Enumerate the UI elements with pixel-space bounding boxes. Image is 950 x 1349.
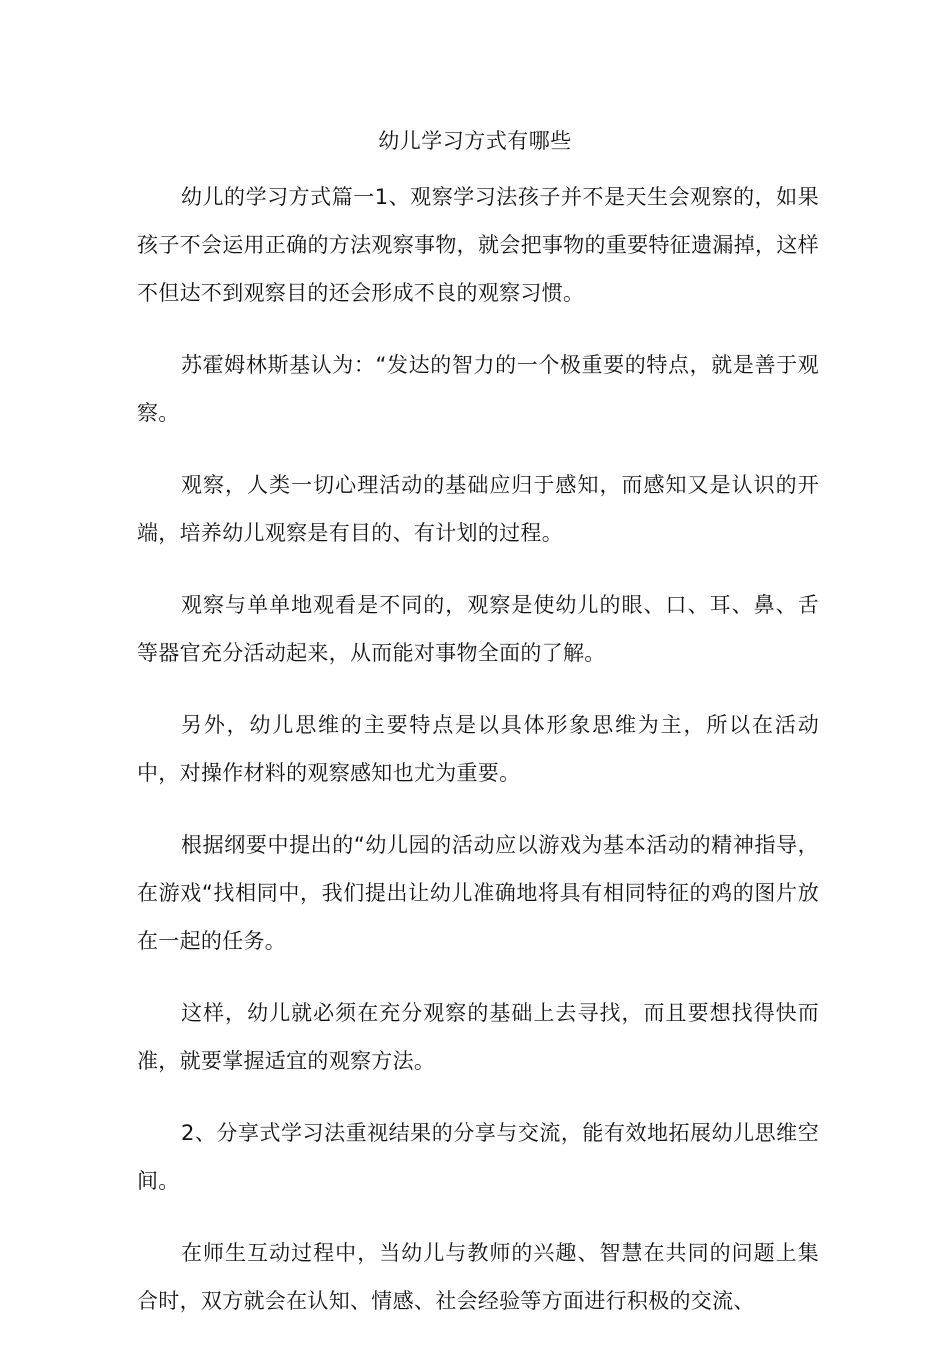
paragraph: 这样，幼儿就必须在充分观察的基础上去寻找，而且要想找得快而准，就要掌握适宜的观察方法。 bbox=[137, 1001, 819, 1073]
paragraph: 观察与单单地观看是不同的，观察是使幼儿的眼、口、耳、鼻、舌等器官充分活动起来，从而能对事物全面的了解。 bbox=[137, 593, 819, 665]
paragraph: 幼儿的学习方式篇一1、观察学习法孩子并不是天生会观察的，如果孩子不会运用正确的方法观察事物，就会把事物的重要特征遗漏掉，这样不但达不到观察目的还会形成不良的观察习惯。 bbox=[137, 185, 819, 305]
document-body bbox=[137, 173, 819, 1349]
paragraph: 2、分享式学习法重视结果的分享与交流，能有效地拓展幼儿思维空间。 bbox=[137, 1121, 819, 1193]
paragraph: 观察，人类一切心理活动的基础应归于感知，而感知又是认识的开端，培养幼儿观察是有目的、有计划的过程。 bbox=[137, 473, 819, 545]
paragraph: 苏霍姆林斯基认为：“发达的智力的一个极重要的特点，就是善于观察。 bbox=[137, 353, 819, 425]
paragraph: 在师生互动过程中，当幼儿与教师的兴趣、智慧在共同的问题上集合时，双方就会在认知、情感、社会经验等方面进行积极的交流、 bbox=[137, 1241, 819, 1313]
document-title: 幼儿学习方式有哪些 bbox=[378, 129, 572, 153]
paragraph: 另外，幼儿思维的主要特点是以具体形象思维为主，所以在活动中，对操作材料的观察感知也尤为重要。 bbox=[137, 713, 819, 785]
paragraph: 根据纲要中提出的“幼儿园的活动应以游戏为基本活动的精神指导，在游戏“找相同中，我们提出让幼儿准确地将具有相同特征的鸡的图片放在一起的任务。 bbox=[137, 833, 819, 953]
